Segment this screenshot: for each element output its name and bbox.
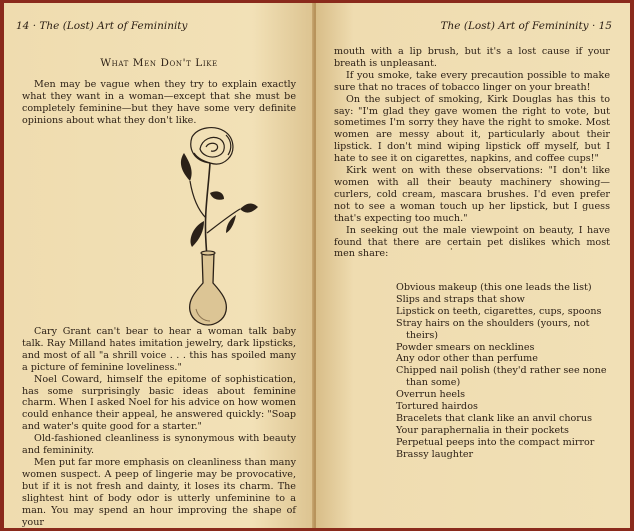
- list-item: Lipstick on teeth, cigarettes, cups, spoons: [396, 305, 602, 317]
- list-item: Your paraphernalia in their pockets: [396, 424, 569, 436]
- list-item: Slips and straps that show: [396, 293, 525, 305]
- list-item: Stray hairs on the shoulders (yours, not theirs): [396, 317, 590, 341]
- paragraph: In seeking out the male viewpoint on beauty, I have found that there are certain pet dislikes which most men share:: [334, 224, 610, 260]
- list-item: Obvious makeup (this one leads the list): [396, 282, 592, 293]
- list-item: Bracelets that clank like an anvil chorus: [396, 412, 592, 424]
- right-page: [316, 3, 630, 528]
- book-spread: [4, 3, 630, 528]
- list-item: Tortured hairdos: [396, 401, 478, 413]
- right-main-text: [334, 46, 610, 260]
- list-item: Perpetual peeps into the compact mirror: [396, 436, 595, 448]
- left-running-head: 14 · The (Lost) Art of Femininity: [16, 20, 188, 32]
- paragraph: Old-fashioned cleanliness is synonymous with beauty and femininity.: [22, 433, 296, 457]
- dislikes-list: [396, 282, 622, 461]
- rose-in-vase-illustration: [148, 123, 268, 329]
- paragraph: Men put far more emphasis on cleanliness than many women suspect. A peep of lingerie may be provocative, but if it is not fresh and dainty, it loses its charm. The slightest hint of body odor is utterly unfeminine to a man. You may spend an hour improving the shape of your: [22, 456, 296, 528]
- paragraph: Cary Grant can't bear to hear a woman talk baby talk. Ray Milland hates imitation jewelry, dark lipsticks, and most of all "a shrill voice . . . this has spoiled many a picture of feminine loveliness.": [22, 326, 296, 373]
- stray-dot: ·: [450, 245, 453, 255]
- paragraph: mouth with a lip brush, but it's a lost cause if your breath is unpleasant.: [334, 46, 610, 69]
- paragraph: Kirk went on with these observations: "I don't like women with all their beauty machinery showing—curlers, cold cream, mascara brushes. I'd even prefer not to see a woman touch up her lipstick, but I guess that's expecting too much.": [334, 165, 610, 224]
- left-bottom-text: [22, 326, 296, 528]
- list-item: Brassy laughter: [396, 448, 474, 460]
- list-item: Powder smears on necklines: [396, 341, 535, 353]
- right-running-head: The (Lost) Art of Femininity · 15: [440, 20, 612, 32]
- left-page: [4, 3, 314, 528]
- chapter-section-title: What Men Don't Like: [100, 57, 218, 69]
- list-item: Overrun heels: [396, 389, 466, 401]
- paragraph: If you smoke, take every precaution possible to make sure that no traces of tobacco linger on your breath!: [334, 69, 610, 93]
- paragraph: Men may be vague when they try to explain exactly what they want in a woman—except that she must be completely feminine—but they have some very definite opinions about what they don't like.: [22, 79, 296, 126]
- left-top-text: [22, 79, 296, 127]
- list-item: Chipped nail polish (they'd rather see none than some): [396, 365, 607, 389]
- paragraph: Noel Coward, himself the epitome of sophistication, has some surprisingly basic ideas about feminine charm. When I asked Noel for his advice on how women could enhance their appeal, he answered quickly: "Soap and water's quite good for a starter.": [22, 373, 296, 433]
- list-item: Any odor other than perfume: [396, 353, 538, 365]
- paragraph: On the subject of smoking, Kirk Douglas has this to say: "I'm glad they gave women the right to vote, but sometimes I'm sorry they have the right to smoke. Most women are messy about it, particularly about their lipstick. I don't mind wiping lipstick off myself, but I hate to see it on cigarettes, napkins, and coffee cups!": [334, 93, 610, 165]
